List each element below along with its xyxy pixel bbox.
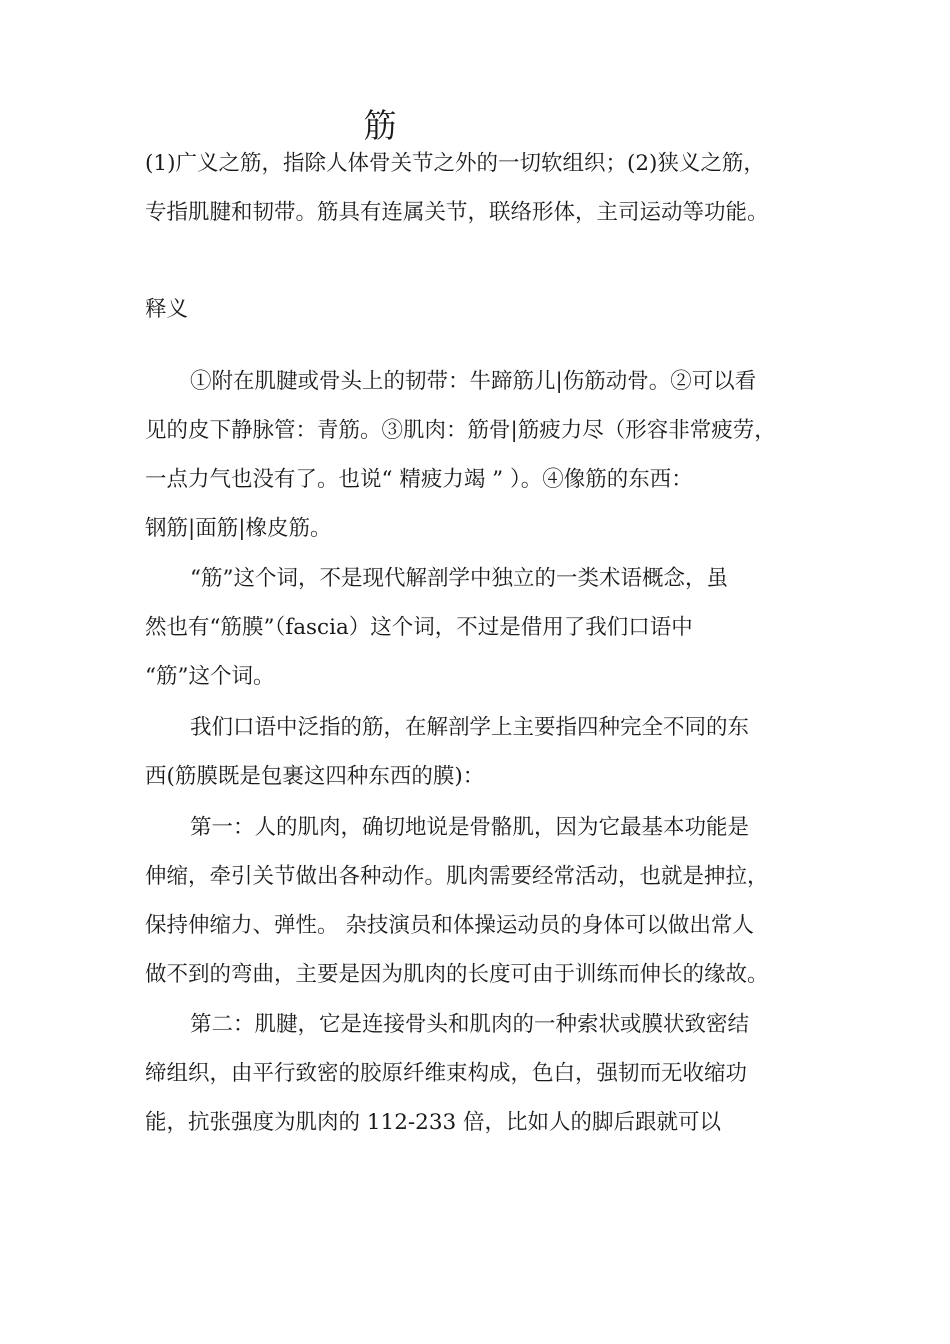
intro-line-1: (1)广义之筋，指除人体骨关节之外的一切软组织；(2)狭义之筋， — [145, 151, 765, 176]
definition-line-3: 一点力气也没有了。也说“ 精疲力竭 ” ）。④像筋的东西： — [145, 467, 693, 492]
definition-paragraph — [145, 357, 810, 553]
definition-line-1: ①附在肌腱或骨头上的韧带：牛蹄筋儿|伤筋动骨。②可以看 — [190, 369, 757, 394]
first-type-paragraph — [145, 803, 810, 999]
first-type-line-2: 伸缩，牵引关节做出各种动作。肌肉需要经常活动，也就是抻拉， — [145, 864, 769, 889]
first-type-line-1: 第一：人的肌肉，确切地说是骨骼肌，因为它最基本功能是 — [190, 815, 750, 840]
second-type-line-2: 缔组织，由平行致密的胶原纤维束构成，色白，强韧而无收缩功 — [145, 1061, 748, 1086]
intro-paragraph — [145, 139, 810, 237]
definition-line-2: 见的皮下静脉管：青筋。③肌肉：筋骨|筋疲力尽（形容非常疲劳， — [145, 418, 776, 443]
first-type-line-3: 保持伸缩力、弹性。 杂技演员和体操运动员的身体可以做出常人 — [145, 913, 754, 938]
section-heading — [145, 285, 810, 334]
term-line-3: “筋”这个词。 — [145, 664, 275, 689]
four-types-paragraph — [145, 703, 810, 801]
section-heading-text: 释义 — [145, 297, 189, 322]
second-type-line-3: 能，抗张强度为肌肉的 112-233 倍，比如人的脚后跟就可以 — [145, 1110, 722, 1135]
intro-line-2: 专指肌腱和韧带。筋具有连属关节，联络形体，主司运动等功能。 — [145, 200, 769, 225]
term-line-2: 然也有“筋膜”（fascia）这个词，不过是借用了我们口语中 — [145, 615, 693, 640]
four-types-line-1: 我们口语中泛指的筋，在解剖学上主要指四种完全不同的东 — [190, 715, 750, 740]
term-line-1: “筋”这个词，不是现代解剖学中独立的一类术语概念，虽 — [190, 566, 728, 591]
first-type-line-4: 做不到的弯曲，主要是因为肌肉的长度可由于训练而伸长的缘故。 — [145, 962, 769, 987]
page-title: 筋 — [363, 106, 397, 145]
second-type-paragraph — [145, 1000, 810, 1147]
four-types-line-2: 西(筋膜既是包裹这四种东西的膜)： — [145, 764, 485, 789]
term-paragraph — [145, 554, 810, 701]
definition-line-4: 钢筋|面筋|橡皮筋。 — [145, 516, 332, 541]
second-type-line-1: 第二：肌腱，它是连接骨头和肌肉的一种索状或膜状致密结 — [190, 1012, 750, 1037]
